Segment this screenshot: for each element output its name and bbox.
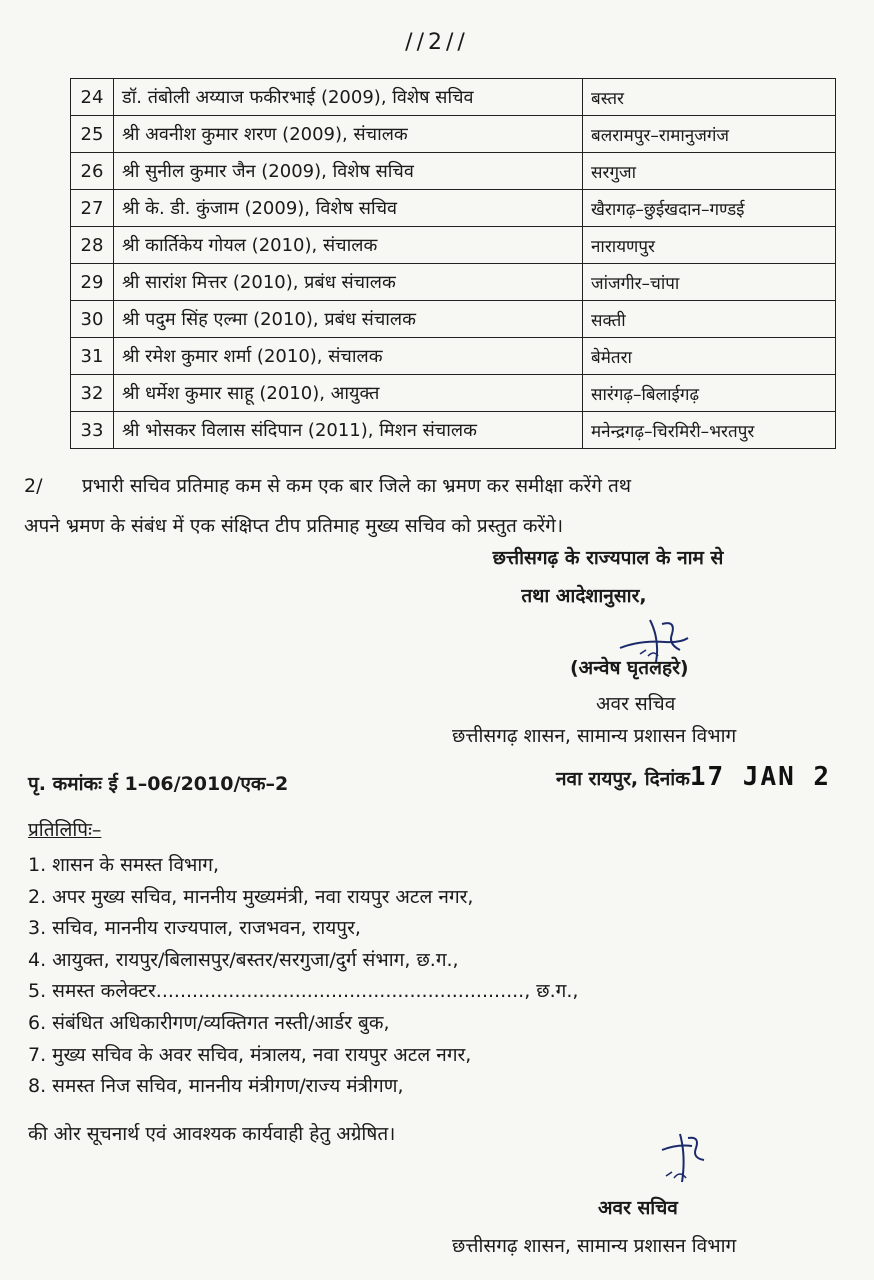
district-cell: सक्ती bbox=[583, 301, 836, 338]
date-stamp: 17 JAN 2 bbox=[689, 762, 832, 792]
copy-recipient-item: 2. अपर मुख्य सचिव, माननीय मुख्यमंत्री, नवा रायपुर अटल नगर, bbox=[28, 885, 474, 908]
table-row bbox=[71, 116, 836, 153]
copy-recipient-item: 8. समस्त निज सचिव, माननीय मंत्रीगण/राज्य मंत्रीगण, bbox=[28, 1075, 404, 1098]
signatory2-designation: अवर सचिव bbox=[598, 1197, 678, 1219]
officer-name-cell: श्री सारांश मित्तर (2010), प्रबंध संचालक bbox=[114, 264, 583, 301]
table-row bbox=[71, 227, 836, 264]
officer-name-cell: श्री धर्मेश कुमार साहू (2010), आयुक्त bbox=[114, 375, 583, 412]
signatory-name: (अन्वेष घृतलहरे) bbox=[570, 657, 689, 679]
officer-district-table bbox=[70, 78, 836, 449]
order-line-1: छत्तीसगढ़ के राज्यपाल के नाम से bbox=[492, 547, 724, 569]
reference-number: पृ. कमांकः ई 1–06/2010/एक–2 bbox=[28, 773, 289, 795]
signature-image-2 bbox=[652, 1130, 722, 1190]
table-row bbox=[71, 153, 836, 190]
copy-recipient-item: 7. मुख्य सचिव के अवर सचिव, मंत्रालय, नवा रायपुर अटल नगर, bbox=[28, 1043, 472, 1066]
table-row bbox=[71, 264, 836, 301]
table-row bbox=[71, 190, 836, 227]
district-cell: बेमेतरा bbox=[583, 338, 836, 375]
order-line-2: तथा आदेशानुसार, bbox=[521, 585, 647, 607]
copy-recipient-item: 6. संबंधित अधिकारीगण/व्यक्तिगत नस्ती/आर्डर बुक, bbox=[28, 1011, 390, 1034]
copy-label: प्रतिलिपिः– bbox=[28, 819, 102, 841]
copy-recipient-item: 1. शासन के समस्त विभाग, bbox=[28, 854, 220, 876]
district-cell: जांजगीर–चांपा bbox=[583, 264, 836, 301]
district-cell: नारायणपुर bbox=[583, 227, 836, 264]
copy-recipient-item: 5. समस्त कलेक्टर............................................................., छ.ग., bbox=[28, 980, 579, 1003]
serial-number-cell: 33 bbox=[71, 412, 114, 449]
copy-recipient-item: 3. सचिव, माननीय राज्यपाल, राजभवन, रायपुर, bbox=[28, 917, 361, 940]
page-number: //2// bbox=[405, 30, 469, 55]
serial-number-cell: 25 bbox=[71, 116, 114, 153]
serial-number-cell: 27 bbox=[71, 190, 114, 227]
serial-number-cell: 28 bbox=[71, 227, 114, 264]
paragraph-number: 2/ bbox=[24, 475, 43, 497]
officer-name-cell: श्री पदुम सिंह एल्मा (2010), प्रबंध संचालक bbox=[114, 301, 583, 338]
copy-recipient-item: 4. आयुक्त, रायपुर/बिलासपुर/बस्तर/सरगुजा/दुर्ग संभाग, छ.ग., bbox=[28, 948, 459, 971]
officer-name-cell: श्री कार्तिकेय गोयल (2010), संचालक bbox=[114, 227, 583, 264]
signatory2-department: छत्तीसगढ़ शासन, सामान्य प्रशासन विभाग bbox=[452, 1235, 737, 1257]
district-cell: बस्तर bbox=[583, 79, 836, 116]
instruction-paragraph bbox=[24, 466, 870, 546]
table-row bbox=[71, 412, 836, 449]
table-row bbox=[71, 375, 836, 412]
place-date bbox=[556, 762, 831, 792]
place-date-label: नवा रायपुर, दिनांक bbox=[556, 768, 690, 790]
serial-number-cell: 24 bbox=[71, 79, 114, 116]
forward-line: की ओर सूचनार्थ एवं आवश्यक कार्यवाही हेतु अग्रेषित। bbox=[28, 1123, 396, 1145]
officer-name-cell: श्री के. डी. कुंजाम (2009), विशेष सचिव bbox=[114, 190, 583, 227]
signatory-department: छत्तीसगढ़ शासन, सामान्य प्रशासन विभाग bbox=[452, 725, 737, 747]
serial-number-cell: 29 bbox=[71, 264, 114, 301]
table-row bbox=[71, 301, 836, 338]
officer-name-cell: श्री भोसकर विलास संदिपान (2011), मिशन संचालक bbox=[114, 412, 583, 449]
paragraph-line-1: प्रभारी सचिव प्रतिमाह कम से कम एक बार जिले का भ्रमण कर समीक्षा करेंगे तथ bbox=[82, 475, 631, 497]
district-cell: खैरागढ़–छुईखदान–गण्डई bbox=[583, 190, 836, 227]
paragraph-line-2: अपने भ्रमण के संबंध में एक संक्षिप्त टीप प्रतिमाह मुख्य सचिव को प्रस्तुत करेंगे। bbox=[24, 515, 564, 537]
serial-number-cell: 32 bbox=[71, 375, 114, 412]
copy-recipient-list bbox=[28, 850, 578, 1103]
officer-name-cell: श्री सुनील कुमार जैन (2009), विशेष सचिव bbox=[114, 153, 583, 190]
district-cell: बलरामपुर–रामानुजगंज bbox=[583, 116, 836, 153]
serial-number-cell: 30 bbox=[71, 301, 114, 338]
officer-name-cell: डॉ. तंबोली अय्याज फकीरभाई (2009), विशेष सचिव bbox=[114, 79, 583, 116]
district-cell: मनेन्द्रगढ़–चिरमिरी–भरतपुर bbox=[583, 412, 836, 449]
table-row bbox=[71, 338, 836, 375]
officer-name-cell: श्री रमेश कुमार शर्मा (2010), संचालक bbox=[114, 338, 583, 375]
officer-name-cell: श्री अवनीश कुमार शरण (2009), संचालक bbox=[114, 116, 583, 153]
serial-number-cell: 31 bbox=[71, 338, 114, 375]
district-cell: सरगुजा bbox=[583, 153, 836, 190]
district-cell: सारंगढ़–बिलाईगढ़ bbox=[583, 375, 836, 412]
signatory-designation: अवर सचिव bbox=[596, 693, 676, 715]
serial-number-cell: 26 bbox=[71, 153, 114, 190]
table-row bbox=[71, 79, 836, 116]
